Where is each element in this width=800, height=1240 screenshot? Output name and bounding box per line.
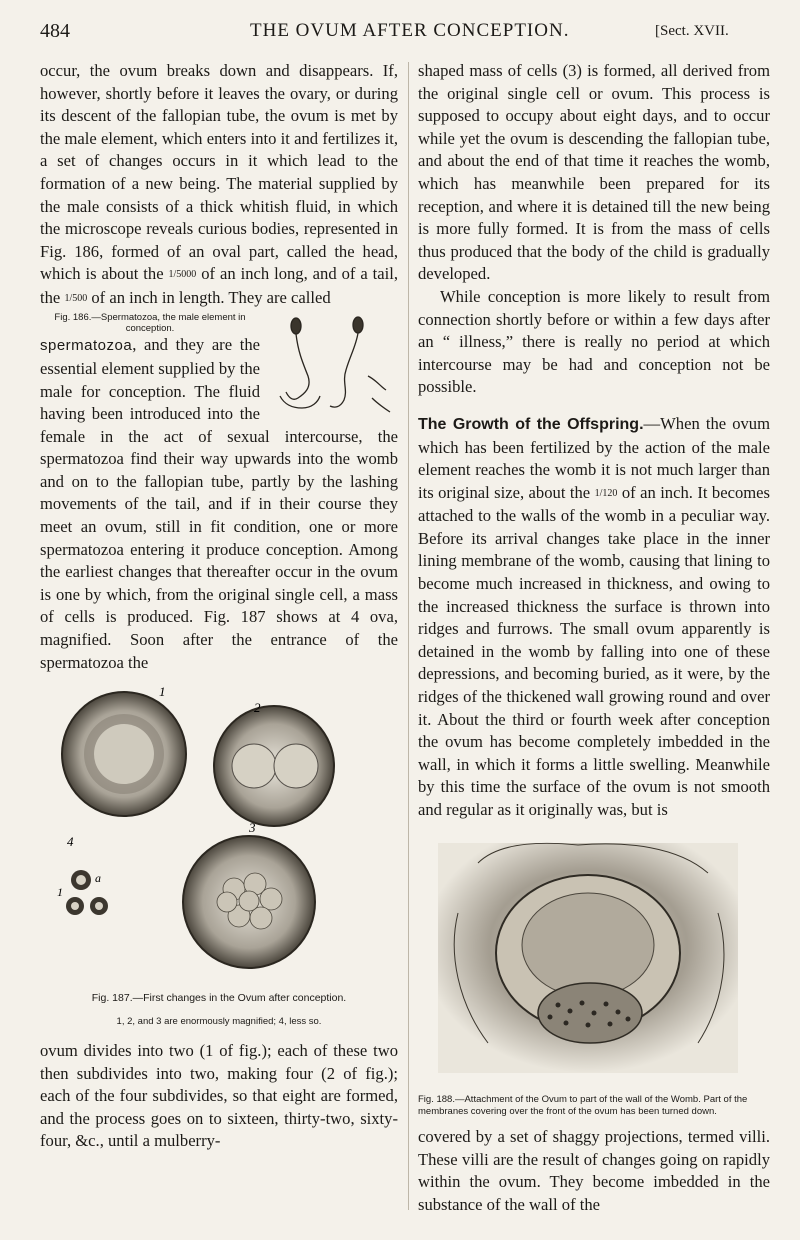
- paragraph: ovum divides into two (1 of fig.); each of these two then subdivides into two, making four (2 of fig.); each of the four subdivides, so that eight are formed, and the process goes on to sixteen, thirty-two, sixty-four, &c., until a mulberry-: [40, 1041, 398, 1151]
- text-run: of an inch in length. They are called: [91, 287, 331, 307]
- column-divider: [408, 62, 409, 1210]
- paragraph: While conception is more likely to result from connection shortly before or within a few days after an “ illness,” there is really no period at which intercourse may be had and conception not be possible.: [418, 286, 770, 397]
- figure-caption: Fig. 187.—First changes in the Ovum after conception.: [91, 991, 347, 1004]
- fraction: 1/120: [594, 487, 618, 499]
- text-run: —When the ovum which has been fertilized by the action of the male element reaches the womb it is not much larger than its original size, about the: [418, 413, 770, 502]
- figure-label: 4: [67, 834, 74, 850]
- ovum-2: [214, 706, 334, 826]
- paragraph: covered by a set of shaggy projections, termed villi. These villi are the result of changes going on rapidly within the ovum. They become imbedded in the substance of the wall of the: [418, 1127, 770, 1214]
- paragraph: shaped mass of cells (3) is formed, all derived from the original single cell or ovum. This process is supposed to occupy about eight days, and to occur while yet the ovum is descending the fallopian tube, and about the end of that time it reaches the womb, which has meanwhile been prepared for its reception, and where it is detained till the new being is more fully formed. It is from the mass of cells thus produced that the body of the child is gradually developed.: [418, 61, 770, 284]
- figure-caption: Fig. 186.—Spermatozoa, the male element in conception.: [54, 312, 246, 335]
- figure-label: 1: [57, 885, 63, 900]
- ovum-1: [62, 692, 186, 816]
- left-column: [40, 60, 398, 1153]
- figure-label: 1: [159, 684, 166, 700]
- fraction: 1/500: [64, 292, 88, 304]
- figure-186: [268, 316, 398, 416]
- ovum-3: [183, 836, 315, 968]
- paragraph: [40, 60, 398, 310]
- section-reference: [Sect. XVII.: [655, 23, 729, 39]
- text-run: of an inch. It becomes attached to the walls of the womb in a peculiar way. Before its arrival changes take place in the inner lining membrane of the womb, causing that lining to become much increased in thickness, and owing to the increased thickness the surface is thrown into ridges and furrows. The small ovum apparently is detained in the womb by falling into one of these depressions, and becoming buried, as it were, by the ridges of the thickened wall growing round and over it. About the third or fourth week after conception the ovum has become completely imbedded in the wall, in which it forms a little swelling. Meanwhile by this time the surface of the ovum is not smooth and regular as it originally was, but is: [418, 482, 770, 819]
- page-number: 484: [40, 20, 70, 42]
- running-head: THE OVUM AFTER CONCEPTION.: [250, 20, 570, 41]
- ovum-4: [66, 870, 108, 915]
- right-column: [418, 60, 770, 1216]
- spermatozoa-illustration: [268, 316, 398, 416]
- paragraph: [418, 413, 770, 822]
- text-run: of an inch long, and of a tail, the: [40, 264, 398, 307]
- figure-label: a: [95, 871, 101, 886]
- text-run: occur, the ovum breaks down and disappears. If, however, shortly before it leaves the ovary, or during its descent of the fallopian tube, the ovum is met by the male element, which enters into it and fertilizes it, a set of changes occurs in it which lead to the formation of a new being. The material supplied by the male consists of a thick whitish fluid, in which the microscope reveals curious bodies, represented in Fig. 186, formed of an oval part, called the head, which is about the: [40, 61, 398, 284]
- figure-caption-note: 1, 2, and 3 are enormously magnified; 4, less so.: [116, 1016, 322, 1028]
- section-heading: The Growth of the Offspring.: [418, 415, 644, 433]
- fraction: 1/5000: [168, 269, 197, 281]
- figure-188: [418, 833, 770, 1118]
- figure-caption: Fig. 188.—Attachment of the Ovum to part of the wall of the Womb. Part of the membranes covering over the front of the ovum has been turned down.: [418, 1094, 748, 1118]
- text-run: , and they are the essential element supplied by the male for conception. The fluid having been introduced into the female in the act of sexual intercourse, the spermatozoa find their way upwards into the womb and on to the fallopian tube, partly by the lashing movements of the tail, and if in their course they meet an ovum, still in fit condition, one or more spermatozoa entering it produce conception. Among the earliest changes that thereafter occur in the ovum is one by which, from the original single cell, a mass of cells is produced. Fig. 187 shows at 4 ova, magnified. Soon after the entrance of the spermatozoa the: [40, 335, 398, 672]
- figure-label: 2: [254, 700, 261, 716]
- figure-label: 3: [249, 820, 256, 836]
- term-spermatozoa: spermatozoa: [40, 337, 133, 355]
- womb-attachment-illustration: [418, 833, 758, 1083]
- figure-187: [40, 684, 398, 1034]
- ova-illustration: [49, 684, 389, 974]
